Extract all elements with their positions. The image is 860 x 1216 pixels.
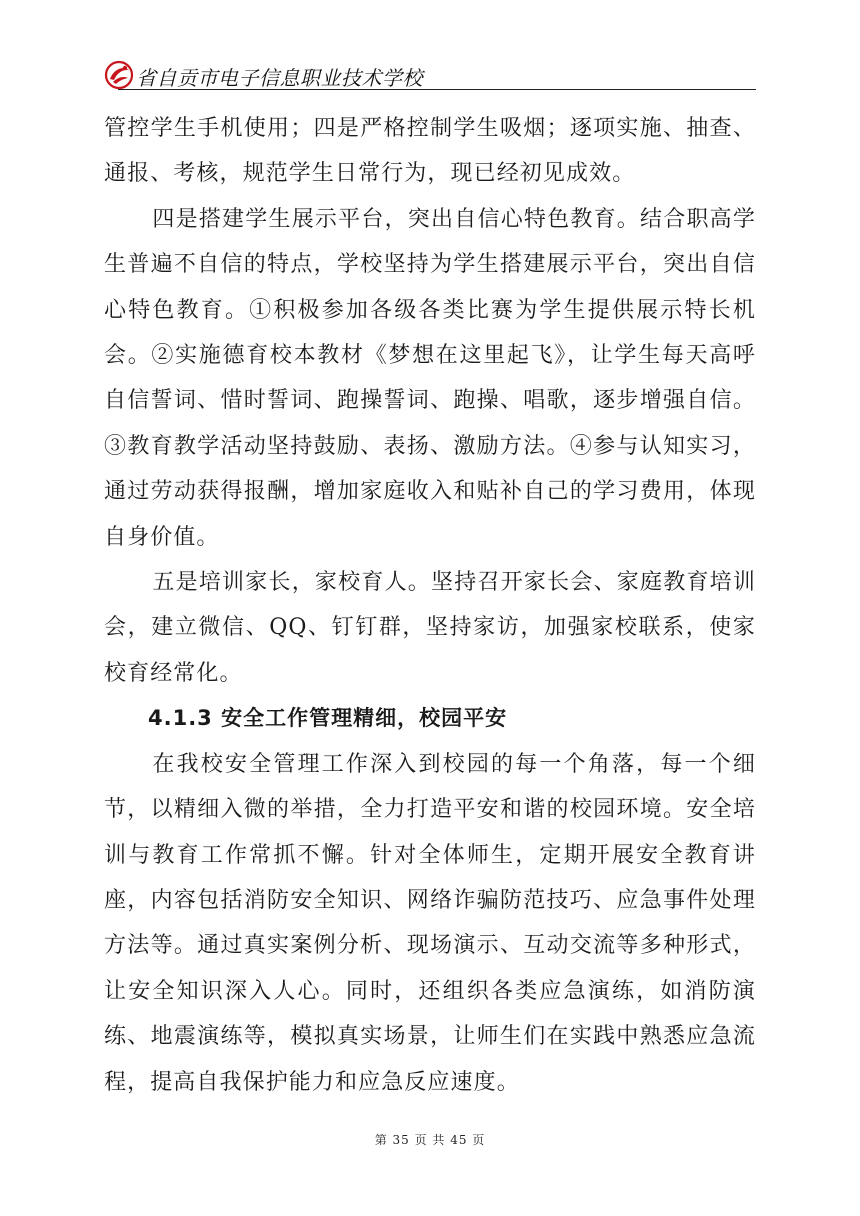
school-name: 省自贡市电子信息职业技术学校	[136, 66, 423, 90]
paragraph-safety-management: 在我校安全管理工作深入到校园的每一个角落，每一个细节，以精细入微的举措，全力打造平安和谐的校园环境。安全培训与教育工作常抓不懈。针对全体师生，定期开展安全教育讲座，内容包括消防安全知识、网络诈骗防范技巧、应急事件处理方法等。通过真实案例分析、现场演示、互动交流等多种形式，让安全知识深入人心。同时，还组织各类应急演练，如消防演练、地震演练等，模拟真实场景，让师生们在实践中熟悉应急流程，提高自我保护能力和应急反应速度。	[104, 751, 756, 1095]
paragraph-continuation: 管控学生手机使用；四是严格控制学生吸烟；逐项实施、抽查、通报、考核，规范学生日常行为，现已经初见成效。	[104, 116, 756, 187]
page-header	[104, 58, 756, 90]
header-divider	[118, 89, 756, 90]
paragraph-parent-training: 五是培训家长，家校育人。坚持召开家长会、家庭教育培训会，建立微信、QQ、钉钉群，坚持家访，加强家校联系，使家校育经常化。	[104, 570, 756, 686]
school-logo-icon	[104, 60, 134, 90]
page-footer	[0, 1131, 860, 1148]
document-body	[104, 106, 756, 1105]
page-number: 第 35 页 共 45 页	[374, 1133, 486, 1147]
paragraph-confidence-education: 四是搭建学生展示平台，突出自信心特色教育。结合职高学生普遍不自信的特点，学校坚持为学生搭建展示平台，突出自信心特色教育。①积极参加各级各类比赛为学生提供展示特长机会。②实施德育校本教材《梦想在这里起飞》，让学生每天高呼自信誓词、惜时誓词、跑操誓词、跑操、唱歌，逐步增强自信。③教育教学活动坚持鼓励、表扬、激励方法。④参与认知实习，通过劳动获得报酬，增加家庭收入和贴补自己的学习费用，体现自身价值。	[104, 206, 756, 550]
section-heading: 4.1.3 安全工作管理精细，校园平安	[148, 706, 508, 731]
